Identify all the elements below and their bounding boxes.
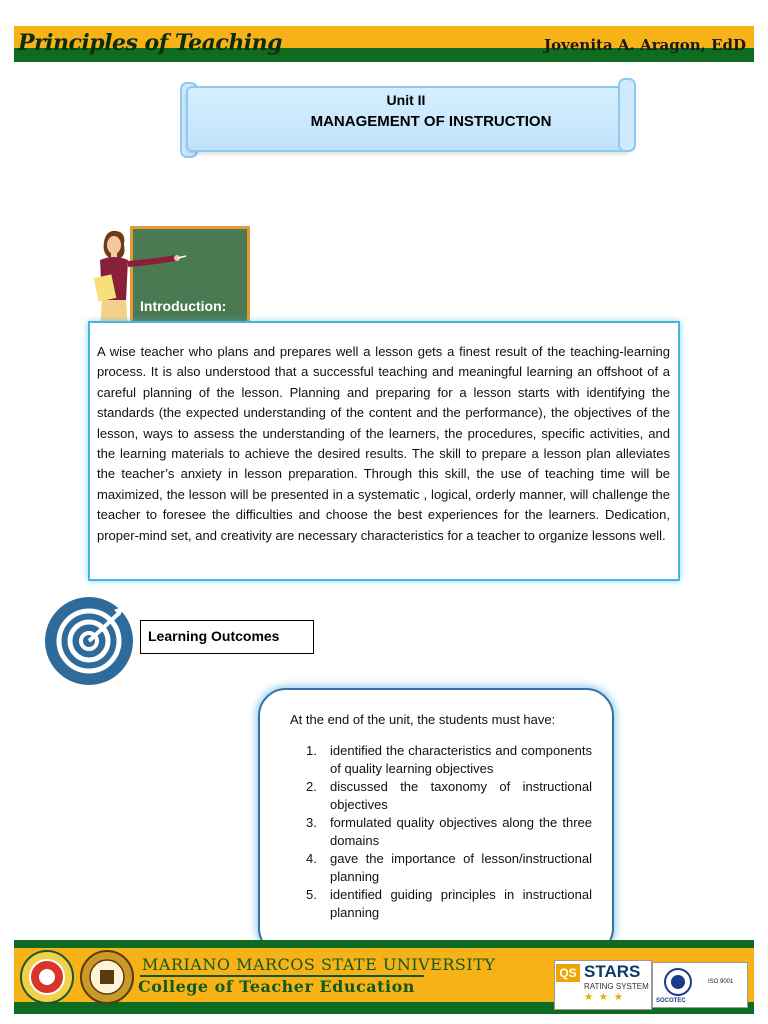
outcomes-intro: At the end of the unit, the students must have:	[290, 712, 556, 727]
footer-stripe-top	[14, 940, 754, 948]
qs-rating-label: RATING SYSTEM	[584, 982, 649, 991]
author-name: Jovenita A. Aragon, EdD	[544, 36, 746, 54]
target-icon	[44, 596, 134, 686]
college-name: College of Teacher Education	[138, 977, 415, 996]
list-item: 5. identified guiding principles in instructional planning	[306, 887, 592, 920]
certifier-name: SOCOTEC	[656, 998, 686, 1004]
qs-stars-label: STARS	[584, 962, 641, 981]
college-seal-icon	[80, 950, 134, 1004]
university-name: MARIANO MARCOS STATE UNIVERSITY	[142, 955, 496, 974]
course-title: Principles of Teaching	[18, 30, 283, 56]
list-item: 1. identified the characteristics and components of quality learning objectives	[306, 743, 592, 776]
list-item: 2. discussed the taxonomy of instructional objectives	[306, 779, 592, 812]
unit-title: MANAGEMENT OF INSTRUCTION	[310, 113, 552, 130]
socotec-logo-icon	[660, 966, 696, 1002]
introduction-label: Introduction:	[140, 298, 227, 314]
outcomes-list	[302, 742, 592, 922]
qs-logo: QS	[556, 964, 580, 982]
university-seal-icon	[20, 950, 74, 1004]
iso-code: ISO 9001	[708, 979, 734, 985]
introduction-text: A wise teacher who plans and prepares well a lesson gets a finest result of the teaching-learning process. It is also understood that a successful teaching and meaningful learning an offshoot of a careful planning of the lesson. Planning and preparing for a lesson starts with identifying the standards (the expected understanding of the content and the performance), the objectives of the lesson, ways to assess the understanding of the learners, the procedures, specific activities, and the learning materials to achieve the desired results. The skill to prepare a lesson plan alleviates the teacher’s anxiety in lesson preparation. Through this skill, the use of teaching time will be maximized, the lesson will be presented in a systematic , logical, orderly manner, will challenge the teacher to foresee the difficulties and choose the best experiences for the learners. Dedication, proper-mind set, and creativity are necessary characteristics for a teacher to organize lessons well.	[97, 344, 670, 543]
list-item: 3. formulated quality objectives along the three domains	[306, 815, 592, 848]
star-rating-icon: ★★★	[584, 992, 629, 1003]
learning-outcomes-heading: Learning Outcomes	[148, 628, 280, 644]
unit-number: Unit II	[386, 92, 426, 108]
list-item: 4. gave the importance of lesson/instructional planning	[306, 851, 592, 884]
